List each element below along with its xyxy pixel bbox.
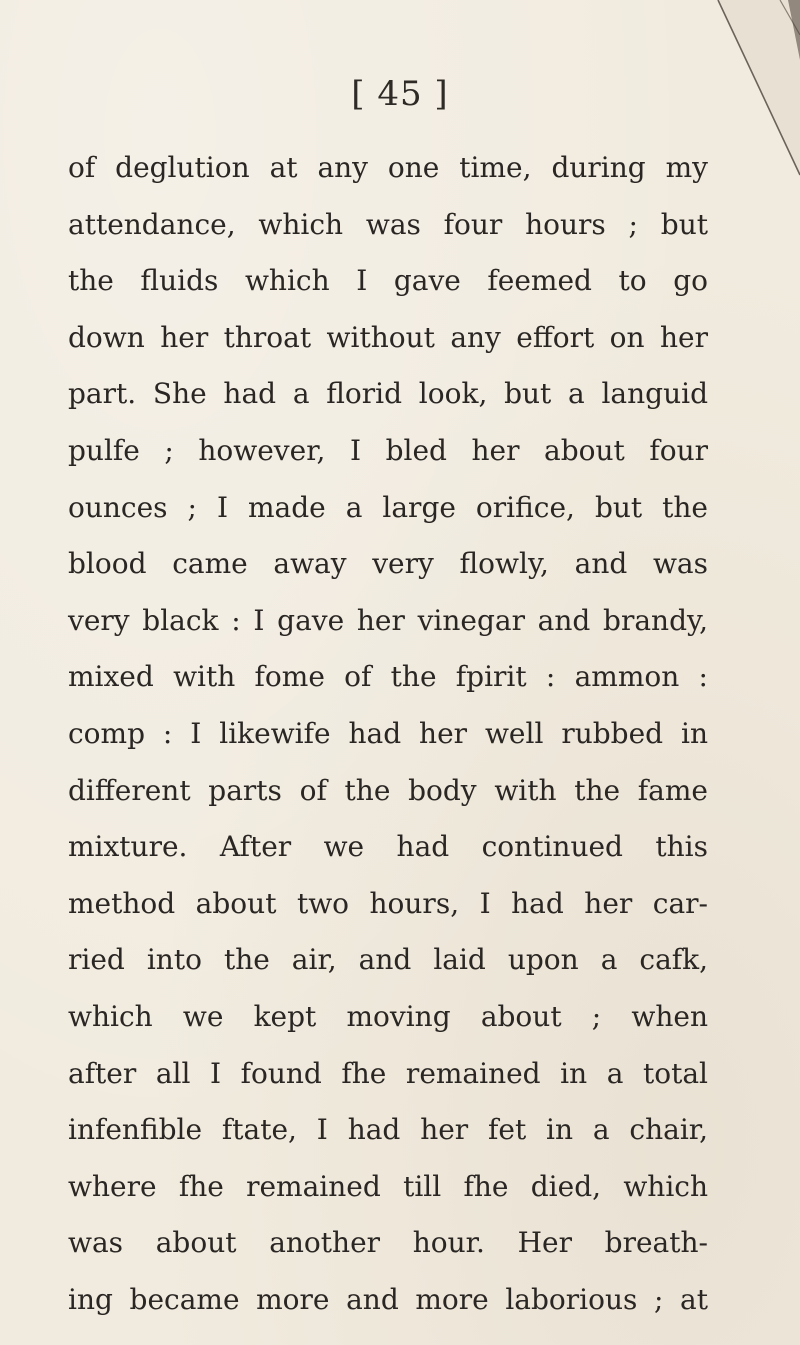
text-line: mixed with fome of the fpirit : ammon : xyxy=(68,660,708,694)
text-line: attendance, which was four hours ; but xyxy=(68,207,708,241)
text-line: pulfe ; however, I bled her about four xyxy=(68,433,708,467)
text-line: blood came away very flowly, and was xyxy=(68,547,708,581)
text-line: after all I found fhe remained in a total xyxy=(68,1056,708,1090)
text-line: ried into the air, and laid upon a cafk, xyxy=(68,943,708,977)
text-line: ounces ; I made a large orifice, but the xyxy=(68,490,708,524)
text-line: was about another hour. Her breath- xyxy=(68,1226,708,1260)
text-line: infenfible ftate, I had her fet in a chair, xyxy=(68,1113,708,1147)
text-line: of deglution at any one time, during my xyxy=(68,151,708,184)
body-text xyxy=(68,140,708,1328)
text-line: ing became more and more laborious ; at xyxy=(68,1282,708,1316)
page-number: [ 45 ] xyxy=(351,74,449,114)
text-line: where fhe remained till fhe died, which xyxy=(68,1169,708,1203)
text-line: mixture. After we had continued this xyxy=(68,830,708,864)
text-line: down her throat without any effort on her xyxy=(68,320,708,354)
text-line: which we kept moving about ; when xyxy=(68,999,708,1033)
text-line: very black : I gave her vinegar and brandy, xyxy=(68,603,708,637)
text-line: method about two hours, I had her car- xyxy=(68,886,708,920)
text-line: different parts of the body with the fame xyxy=(68,773,708,807)
text-line: comp : I likewife had her well rubbed in xyxy=(68,716,708,750)
text-line: the fluids which I gave feemed to go xyxy=(68,264,708,298)
text-line: part. She had a florid look, but a languid xyxy=(68,377,708,411)
